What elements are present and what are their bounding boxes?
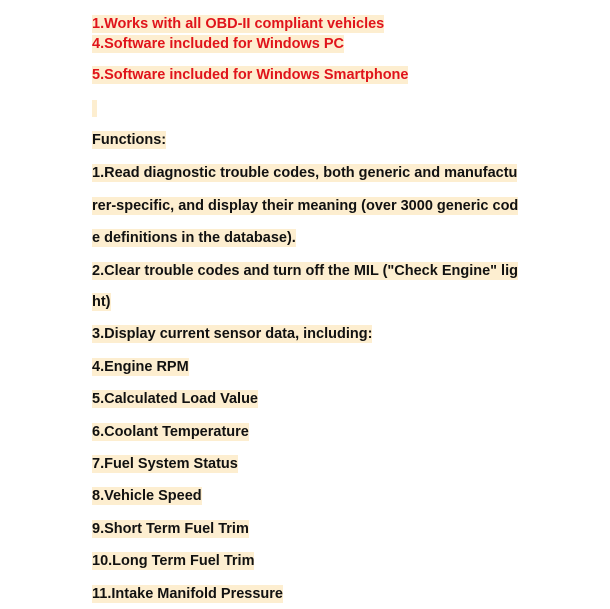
function-line (92, 585, 283, 604)
function-line (92, 423, 249, 442)
functions-heading-text: Functions: (92, 132, 167, 148)
function-text: 5.Calculated Load Value (92, 391, 258, 407)
function-line (92, 455, 238, 474)
empty-highlight-mark (92, 100, 97, 117)
function-line (92, 262, 518, 281)
function-line (92, 552, 254, 571)
function-text: 3.Display current sensor data, including: (92, 326, 373, 342)
feature-line (92, 35, 344, 54)
function-text: 8.Vehicle Speed (92, 488, 202, 504)
function-text: 11.Intake Manifold Pressure (92, 586, 283, 602)
function-line (92, 487, 202, 506)
feature-line (92, 66, 408, 85)
function-text: 2.Clear trouble codes and turn off the MIL ("Check Engine" lig (92, 263, 518, 279)
function-text: rer-specific, and display their meaning (over 3000 generic cod (92, 198, 519, 214)
functions-heading (92, 131, 166, 150)
function-text: e definitions in the database). (92, 230, 296, 246)
function-line (92, 229, 296, 248)
function-text: 10.Long Term Fuel Trim (92, 553, 255, 569)
feature-text: 5.Software included for Windows Smartphone (92, 67, 409, 83)
function-line (92, 293, 111, 312)
feature-text: 1.Works with all OBD-II compliant vehicles (92, 16, 385, 32)
function-line (92, 520, 249, 539)
feature-line (92, 15, 384, 34)
function-line (92, 358, 189, 377)
function-line (92, 390, 258, 409)
function-line (92, 325, 372, 344)
function-text: 9.Short Term Fuel Trim (92, 521, 249, 537)
feature-text: 4.Software included for Windows PC (92, 36, 345, 52)
function-text: 1.Read diagnostic trouble codes, both generic and manufactu (92, 165, 518, 181)
function-line (92, 164, 517, 183)
function-text: 7.Fuel System Status (92, 456, 238, 472)
function-text: ht) (92, 294, 111, 310)
function-line (92, 197, 518, 216)
function-text: 6.Coolant Temperature (92, 424, 249, 440)
function-text: 4.Engine RPM (92, 359, 189, 375)
